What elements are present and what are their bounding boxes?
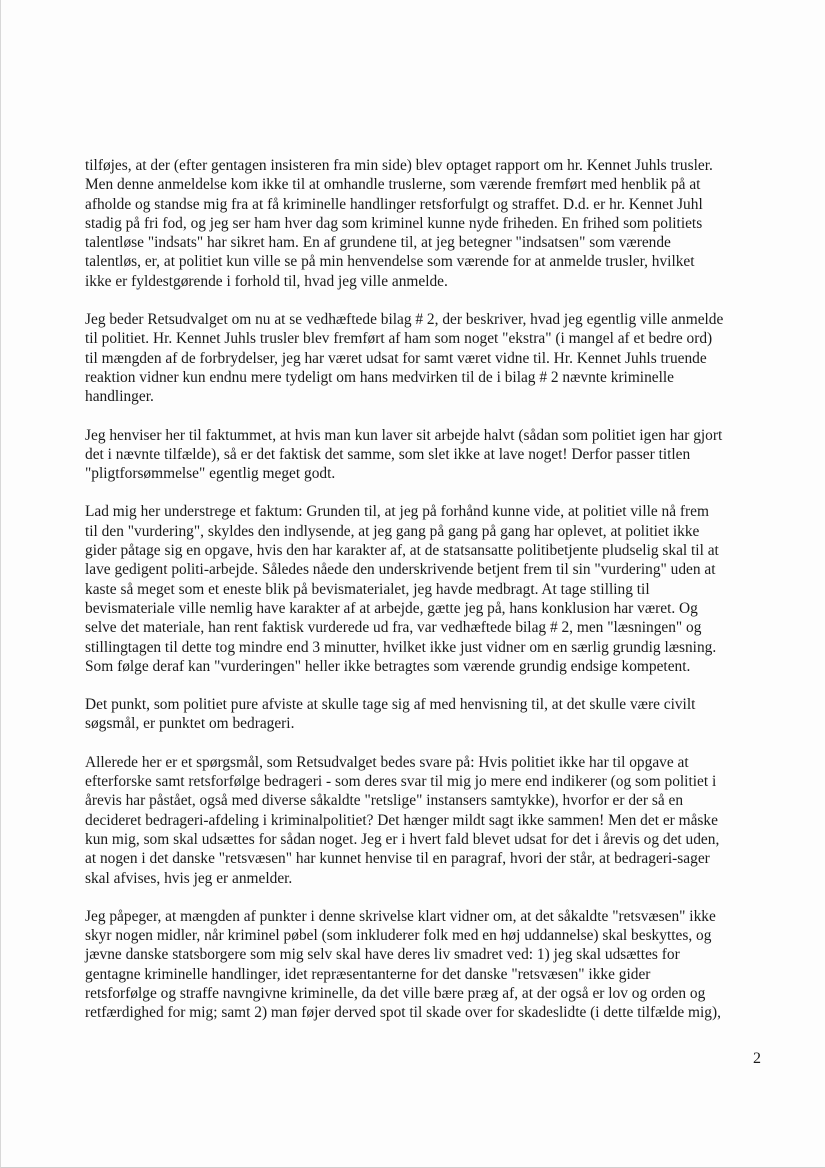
text-line: kun mig, som skal udsættes for sådan noget. Jeg er i hvert fald blevet udsat for det i årevis og det uden, xyxy=(85,830,720,848)
text-line: decideret bedrageri-afdeling i kriminalpolitiet? Det hænger mildt sagt ikke sammen! Men det er måske xyxy=(85,811,718,829)
text-line: selve det materiale, han rent faktisk vurderede ud fra, var vedhæftede bilag # 2, men "læsningen" og xyxy=(85,619,702,637)
letter-body xyxy=(85,156,775,1042)
text-line: Jeg påpeger, at mængden af punkter i denne skrivelse klart vidner om, at det såkaldte "retsvæsen" ikke xyxy=(85,907,716,925)
paragraph-1 xyxy=(85,156,775,291)
text-line: efterforske samt retsforfølge bedrageri - som deres svar til mig jo mere end indikerer (og som politiet i xyxy=(85,773,717,791)
text-line: skal afvises, hvis jeg er anmelder. xyxy=(85,869,293,887)
text-line: at nogen i det danske "retsvæsen" har kunnet henvise til en paragraf, hvori der står, at bedrageri-sager xyxy=(85,850,710,868)
paragraph-3 xyxy=(85,426,775,484)
text-line: søgsmål, er punktet om bedrageri. xyxy=(85,715,295,733)
text-line: kaste så meget som et eneste blik på bevismaterialet, jeg havde medbragt. At tage stilling til xyxy=(85,580,650,598)
text-line: årevis har påstået, også med diverse såkaldte "retslige" instansers samtykke), hvorfor er der så en xyxy=(85,792,684,810)
text-line: til politiet. Hr. Kennet Juhls trusler blev fremført af ham som noget "ekstra" (i mangel af et bedre ord) xyxy=(85,330,713,348)
paragraph-4 xyxy=(85,502,775,676)
text-line: Lad mig her understrege et faktum: Grunden til, at jeg på forhånd kunne vide, at politiet ville nå frem xyxy=(85,503,709,521)
text-line: "pligtforsømmelse" egentlig meget godt. xyxy=(85,465,336,483)
text-line: gider påtage sig en opgave, hvis den har karakter af, at de statsansatte politibetjente pludselig skal til at xyxy=(85,542,719,560)
text-line: stadig på fri fod, og jeg ser ham hver dag som kriminel kunne nyde friheden. En frihed som politiets xyxy=(85,214,703,232)
text-line: jævne danske statsborgere som mig selv skal have deres liv smadret ved: 1) jeg skal udsættes for xyxy=(85,946,680,964)
text-line: Jeg beder Retsudvalget om nu at se vedhæftede bilag # 2, der beskriver, hvad jeg egentlig ville anmelde xyxy=(85,311,724,329)
text-line: Det punkt, som politiet pure afviste at skulle tage sig af med henvisning til, at det skulle være civilt xyxy=(85,696,696,714)
text-line: talentløs, er, at politiet kun ville se på min henvendelse som værende for at anmelde trusler, hvilket xyxy=(85,253,695,271)
text-line: Men denne anmeldelse kom ikke til at omhandle truslerne, som værende fremført med henblik på at xyxy=(85,176,701,194)
text-line: til mængden af de forbrydelser, jeg har været udsat for samt været vidne til. Hr. Kennet Juhls truende xyxy=(85,349,707,367)
text-line: lave gedigent politi-arbejde. Således nåede den underskrivende betjent frem til sin "vurdering" uden at xyxy=(85,561,716,579)
text-line: tilføjes, at der (efter gentagen insisteren fra min side) blev optaget rapport om hr. Kennet Juhls trusler. xyxy=(85,157,713,174)
paragraph-5 xyxy=(85,695,775,734)
text-line: stillingtagen til dette tog mindre end 3 minutter, hvilket ikke just vidner om en særlig grundig læsning. xyxy=(85,638,717,656)
text-line: bevismateriale ville nemlig have karakter af at arbejde, gætte jeg på, hans konklusion har været. Og xyxy=(85,599,698,617)
text-line: til den "vurdering", skyldes den indlysende, at jeg gang på gang på gang har oplevet, at politiet ikke xyxy=(85,522,700,540)
page-number: 2 xyxy=(753,1050,761,1067)
text-line: det i nævnte tilfælde), så er det faktisk det samme, som slet ikke at lave noget! Derfor passer titlen xyxy=(85,445,691,463)
text-line: reaktion vidner kun endnu mere tydeligt om hans medvirken til de i bilag # 2 nævnte kriminelle xyxy=(85,368,674,386)
text-line: handlinger. xyxy=(85,388,154,406)
text-line: retfærdighed for mig; samt 2) man føjer derved spot til skade over for skadeslidte (i dette tilfælde mig), xyxy=(85,1004,721,1022)
paragraph-2 xyxy=(85,310,775,406)
paragraph-6 xyxy=(85,753,775,888)
text-line: gentagne kriminelle handlinger, idet repræsentanterne for det danske "retsvæsen" ikke gider xyxy=(85,965,651,983)
paragraph-7 xyxy=(85,907,775,1023)
text-line: afholde og standse mig fra at få kriminelle handlinger retsforfulgt og straffet. D.d. er hr. Kennet Juhl xyxy=(85,195,703,213)
text-line: Jeg henviser her til faktummet, at hvis man kun laver sit arbejde halvt (sådan som politiet igen har gjort xyxy=(85,426,723,444)
text-line: ikke er fyldestgørende i forhold til, hvad jeg ville anmelde. xyxy=(85,272,448,290)
text-line: Allerede her er et spørgsmål, som Retsudvalget bedes svare på: Hvis politiet ikke har til opgave at xyxy=(85,753,689,771)
text-line: skyr nogen midler, når kriminel pøbel (som inkluderer folk med en høj uddannelse) skal beskyttes, og xyxy=(85,927,712,945)
text-line: retsforfølge og straffe navngivne kriminelle, da det ville bære præg af, at der også er lov og orden og xyxy=(85,984,706,1002)
text-line: Som følge deraf kan "vurderingen" heller ikke betragtes som værende grundig endsige kompetent. xyxy=(85,657,691,675)
text-line: talentløse "indsats" har sikret ham. En af grundene til, at jeg betegner "indsatsen" som værende xyxy=(85,234,671,252)
